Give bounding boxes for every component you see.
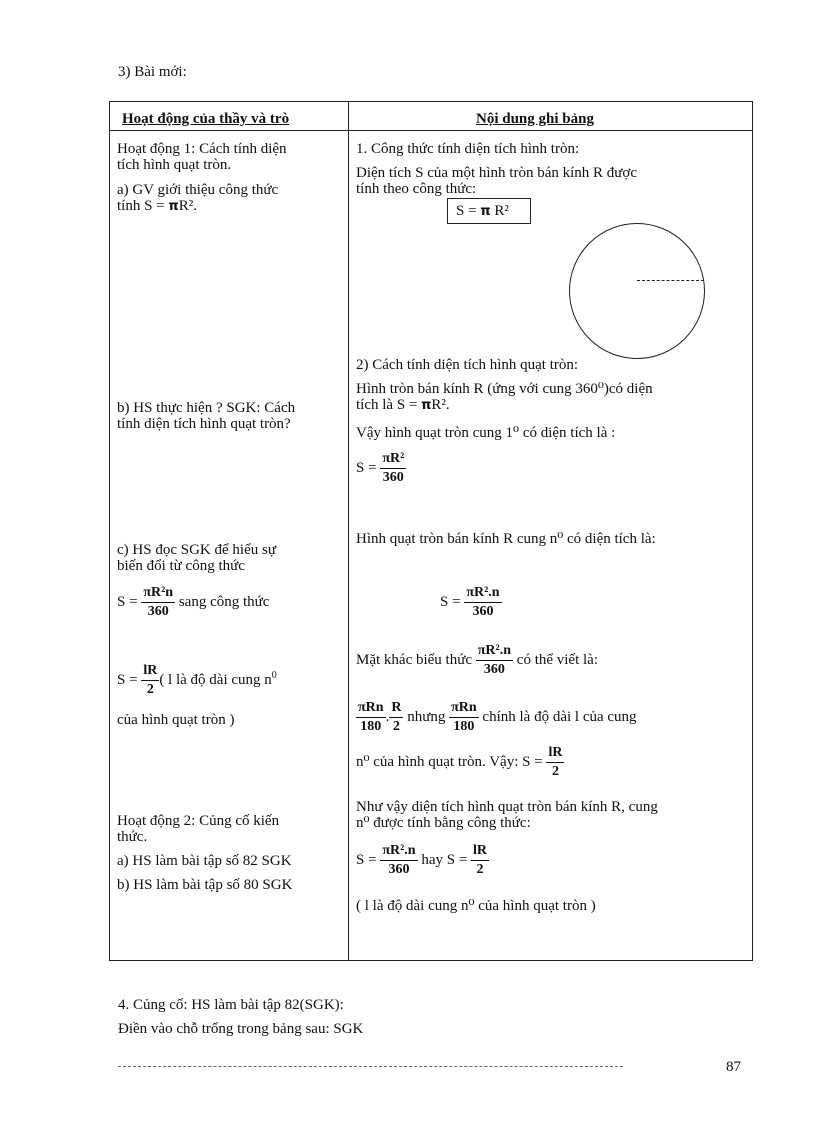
final-formulas-line: S = $\frac{\text{πR².n}}{360}$ hay S = $\frac{lR}{2}$	[356, 843, 488, 877]
step-c-note: của hình quạt tròn )	[117, 712, 235, 728]
consolidation-heading: 4. Củng cố: HS làm bài tập 82(SGK):	[118, 997, 344, 1013]
circle-area-formula-box: S = π R²	[447, 198, 531, 224]
other-expression-line: Mặt khác biểu thức $\frac{\text{πR².n}}{360}$ có thể viết là:	[356, 643, 598, 677]
section1-line1: Diện tích S của một hình tròn bán kính R được	[356, 165, 638, 181]
section2-line1: Hình tròn bán kính R (ứng với cung 360⁰)có diện	[356, 381, 653, 397]
formula-n-degree-sector: S = $\frac{\text{πR².n}}{360}$	[440, 585, 500, 619]
section-heading: 3) Bài mới:	[118, 64, 187, 80]
circle-diagram	[569, 223, 705, 359]
fraction: $\frac{\text{πR².n}}{360}$	[466, 585, 500, 619]
table-header-divider	[109, 130, 753, 131]
step-a-line2: tính S = πR².	[117, 198, 197, 214]
formula-sector-area-left: S = $\frac{\text{πR²n}}{360}$ sang công thức	[117, 585, 270, 619]
exercise-82: a) HS làm bài tập số 82 SGK	[117, 853, 292, 869]
final-note: ( l là độ dài cung n⁰ của hình quạt tròn )	[356, 898, 596, 914]
summary-line1: Như vậy diện tích hình quạt tròn bán kính R, cung	[356, 799, 658, 815]
formula-arc-length-left: S = $\frac{lR}{2}$ ( l là độ dài cung $n^0$	[117, 663, 277, 697]
formula-1-degree-sector: S = $\frac{\text{πR²}}{360}$	[356, 451, 405, 485]
footer-divider	[118, 1066, 623, 1067]
section2-line2: tích là S = πR².	[356, 397, 450, 413]
step-c-line1: c) HS đọc SGK để hiểu sự	[117, 542, 276, 558]
col2-header: Nội dung ghi bảng	[476, 111, 594, 127]
step-b-line2: tính diện tích hình quạt tròn?	[117, 416, 291, 432]
fraction: $\frac{\text{πR².n}}{360}$	[477, 643, 512, 677]
fraction: $\frac{lR}{2}$	[473, 843, 488, 877]
step-a-line1: a) GV giới thiệu công thức	[117, 182, 279, 198]
table-column-divider	[348, 101, 349, 961]
fraction: $\frac{\text{πR²}}{360}$	[382, 451, 405, 485]
fraction: $\frac{lR}{2}$	[143, 663, 158, 697]
step-c-line2: biến đổi từ công thức	[117, 558, 245, 574]
section2-line4: Hình quạt tròn bán kính R cung n⁰ có diện tích là:	[356, 531, 656, 547]
fill-instruction: Điền vào chỗ trống trong bảng sau: SGK	[118, 1021, 364, 1037]
conclusion-formula-line: n⁰ của hình quạt tròn. Vậy: S = $\frac{lR}{2}$	[356, 745, 563, 779]
fraction: $\frac{\text{πRn}}{180}$	[358, 700, 384, 734]
section1-line2: tính theo công thức:	[356, 181, 477, 197]
activity1-line2: tích hình quạt tròn.	[117, 157, 232, 173]
section1-title: 1. Công thức tính diện tích hình tròn:	[356, 141, 580, 157]
fraction: $\frac{lR}{2}$	[548, 745, 563, 779]
exercise-80: b) HS làm bài tập số 80 SGK	[117, 877, 293, 893]
fraction: $\frac{\text{πRn}}{180}$	[451, 700, 477, 734]
fraction: $\frac{R}{2}$	[391, 700, 402, 734]
pi-symbol: π	[168, 199, 179, 214]
step-b-line1: b) HS thực hiện ? SGK: Cách	[117, 400, 296, 416]
fraction: $\frac{\text{πR²n}}{360}$	[143, 585, 174, 619]
section2-title: 2) Cách tính diện tích hình quạt tròn:	[356, 357, 579, 373]
activity2-line1: Hoạt động 2: Củng cố kiến	[117, 813, 280, 829]
product-expression-line: $\frac{\text{πRn}}{180}$ . $\frac{R}{2}$ nhưng $\frac{\text{πRn}}{180}$ chính là độ dài l của cung	[358, 700, 637, 734]
radius-line	[637, 280, 704, 281]
section2-line3: Vậy hình quạt tròn cung 1⁰ có diện tích là :	[356, 425, 616, 441]
fraction: $\frac{\text{πR².n}}{360}$	[382, 843, 416, 877]
summary-line2: n⁰ được tính bằng công thức:	[356, 815, 531, 831]
page-number: 87	[726, 1059, 741, 1075]
col1-header: Hoạt động của thầy và trò	[122, 111, 290, 127]
activity1-line1: Hoạt động 1: Cách tính diện	[117, 141, 287, 157]
activity2-line2: thức.	[117, 829, 148, 845]
